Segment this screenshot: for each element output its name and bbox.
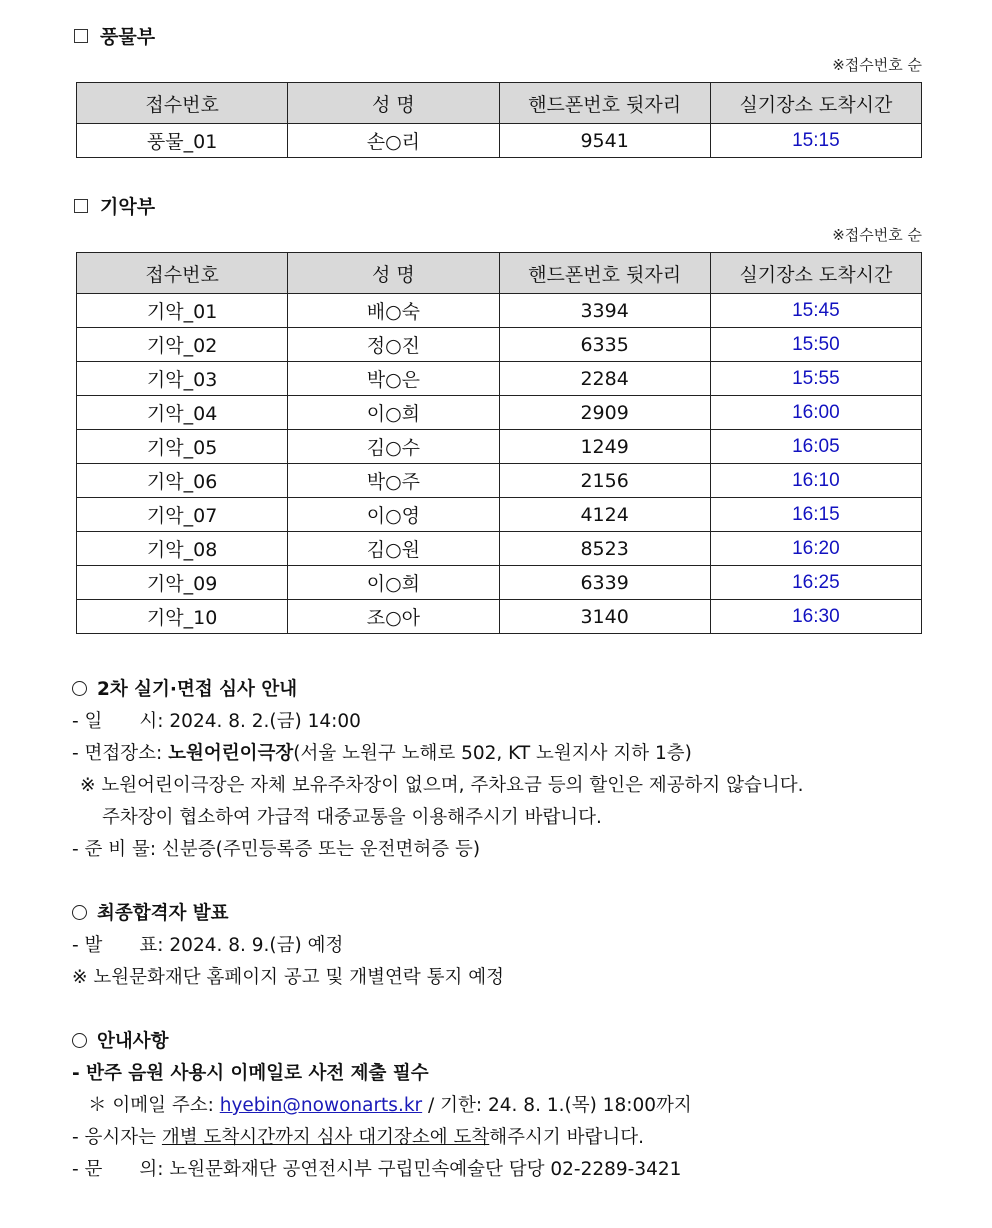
header-arrival-time: 실기장소 도착시간 [710, 83, 921, 124]
table-row [77, 498, 922, 532]
cell-receipt-no: 기악_05 [77, 430, 288, 464]
cell-arrival-time: 16:25 [710, 566, 921, 600]
email-deadline: / 기한: 24. 8. 1.(목) 18:00까지 [422, 1095, 692, 1116]
cell-arrival-time: 16:00 [710, 396, 921, 430]
sort-note: ※접수번호 순 [832, 56, 922, 74]
cell-phone: 2909 [499, 396, 710, 430]
cell-receipt-no: 기악_10 [77, 600, 288, 634]
cell-name: 배○숙 [288, 294, 499, 328]
cell-phone: 3140 [499, 600, 710, 634]
cell-receipt-no: 풍물_01 [77, 124, 288, 158]
cell-phone: 6339 [499, 566, 710, 600]
interview-title: 2차 실기·면접 심사 안내 [97, 679, 298, 700]
cell-phone: 4124 [499, 498, 710, 532]
cell-name: 정○진 [288, 328, 499, 362]
section-title-giak [74, 192, 155, 219]
cell-receipt-no: 기악_09 [77, 566, 288, 600]
cell-arrival-time: 16:05 [710, 430, 921, 464]
music-submission-note: - 반주 음원 사용시 이메일로 사전 제출 필수 [72, 1063, 429, 1084]
section-title-text: 기악부 [100, 196, 156, 218]
header-phone: 핸드폰번호 뒷자리 [499, 253, 710, 294]
cell-phone: 3394 [499, 294, 710, 328]
parking-note-1: ※ 노원어린이극장은 자체 보유주차장이 없으며, 주차요금 등의 할인은 제공하지 않습니다. [80, 775, 804, 796]
final-note: ※ 노원문화재단 홈페이지 공고 및 개별연락 통지 예정 [72, 967, 504, 988]
interview-place [72, 739, 692, 765]
email-line [88, 1091, 692, 1117]
place-prefix: - 면접장소: [72, 743, 169, 764]
table-row [77, 532, 922, 566]
circle-bullet-icon [72, 681, 87, 696]
header-name: 성 명 [288, 83, 499, 124]
cell-receipt-no: 기악_06 [77, 464, 288, 498]
table-header-row [77, 253, 922, 294]
cell-name: 김○원 [288, 532, 499, 566]
table-header-row [77, 83, 922, 124]
table-row [77, 124, 922, 158]
cell-receipt-no: 기악_03 [77, 362, 288, 396]
table-row [77, 600, 922, 634]
cell-name: 이○희 [288, 566, 499, 600]
header-arrival-time: 실기장소 도착시간 [710, 253, 921, 294]
table-row [77, 396, 922, 430]
cell-name: 이○희 [288, 396, 499, 430]
interview-date: - 일 시: 2024. 8. 2.(금) 14:00 [72, 711, 361, 732]
arrival-underlined: 개별 도착시간까지 심사 대기장소에 도착 [161, 1127, 490, 1148]
table-row [77, 362, 922, 396]
header-receipt-no: 접수번호 [77, 253, 288, 294]
cell-phone: 6335 [499, 328, 710, 362]
interview-items: - 준 비 물: 신분증(주민등록증 또는 운전면허증 등) [72, 839, 481, 860]
cell-name: 김○수 [288, 430, 499, 464]
parking-note-2: 주차장이 협소하여 가급적 대중교통을 이용해주시기 바랍니다. [102, 807, 602, 828]
cell-arrival-time: 15:45 [710, 294, 921, 328]
header-phone: 핸드폰번호 뒷자리 [499, 83, 710, 124]
table-row [77, 566, 922, 600]
final-heading [72, 899, 229, 925]
cell-receipt-no: 기악_01 [77, 294, 288, 328]
cell-arrival-time: 16:10 [710, 464, 921, 498]
cell-arrival-time: 15:55 [710, 362, 921, 396]
cell-name: 이○영 [288, 498, 499, 532]
arrival-suffix: 해주시기 바랍니다. [489, 1127, 644, 1148]
contact-line: - 문 의: 노원문화재단 공연전시부 구립민속예술단 담당 02-2289-3421 [72, 1159, 682, 1180]
cell-receipt-no: 기악_07 [77, 498, 288, 532]
arrival-note [72, 1123, 644, 1149]
info-heading [72, 1027, 168, 1053]
cell-phone: 8523 [499, 532, 710, 566]
place-address: (서울 노원구 노해로 502, KT 노원지사 지하 1층) [293, 743, 692, 764]
cell-receipt-no: 기악_02 [77, 328, 288, 362]
giak-table [76, 252, 922, 634]
table-row [77, 430, 922, 464]
cell-phone: 2156 [499, 464, 710, 498]
cell-receipt-no: 기악_08 [77, 532, 288, 566]
email-prefix: ＊ 이메일 주소: [88, 1095, 220, 1116]
table-row [77, 294, 922, 328]
table-row [77, 328, 922, 362]
cell-arrival-time: 15:50 [710, 328, 921, 362]
cell-name: 조○아 [288, 600, 499, 634]
header-receipt-no: 접수번호 [77, 83, 288, 124]
cell-phone: 1249 [499, 430, 710, 464]
table-row [77, 464, 922, 498]
place-name: 노원어린이극장 [168, 743, 294, 764]
section-title-pungmul [74, 22, 155, 49]
cell-arrival-time: 16:15 [710, 498, 921, 532]
header-name: 성 명 [288, 253, 499, 294]
sort-note: ※접수번호 순 [832, 226, 922, 244]
cell-receipt-no: 기악_04 [77, 396, 288, 430]
interview-heading [72, 675, 297, 701]
circle-bullet-icon [72, 905, 87, 920]
cell-name: 박○은 [288, 362, 499, 396]
cell-phone: 2284 [499, 362, 710, 396]
circle-bullet-icon [72, 1033, 87, 1048]
cell-arrival-time: 15:15 [710, 124, 921, 158]
cell-name: 손○리 [288, 124, 499, 158]
checkbox-square-icon [74, 199, 88, 213]
pungmul-table [76, 82, 922, 158]
email-link[interactable]: hyebin@nowonarts.kr [219, 1095, 423, 1116]
cell-name: 박○주 [288, 464, 499, 498]
final-date: - 발 표: 2024. 8. 9.(금) 예정 [72, 935, 344, 956]
section-title-text: 풍물부 [100, 26, 156, 48]
cell-arrival-time: 16:20 [710, 532, 921, 566]
checkbox-square-icon [74, 29, 88, 43]
info-title: 안내사항 [97, 1031, 169, 1052]
final-title: 최종합격자 발표 [97, 903, 229, 924]
cell-phone: 9541 [499, 124, 710, 158]
arrival-prefix: - 응시자는 [72, 1127, 162, 1148]
cell-arrival-time: 16:30 [710, 600, 921, 634]
